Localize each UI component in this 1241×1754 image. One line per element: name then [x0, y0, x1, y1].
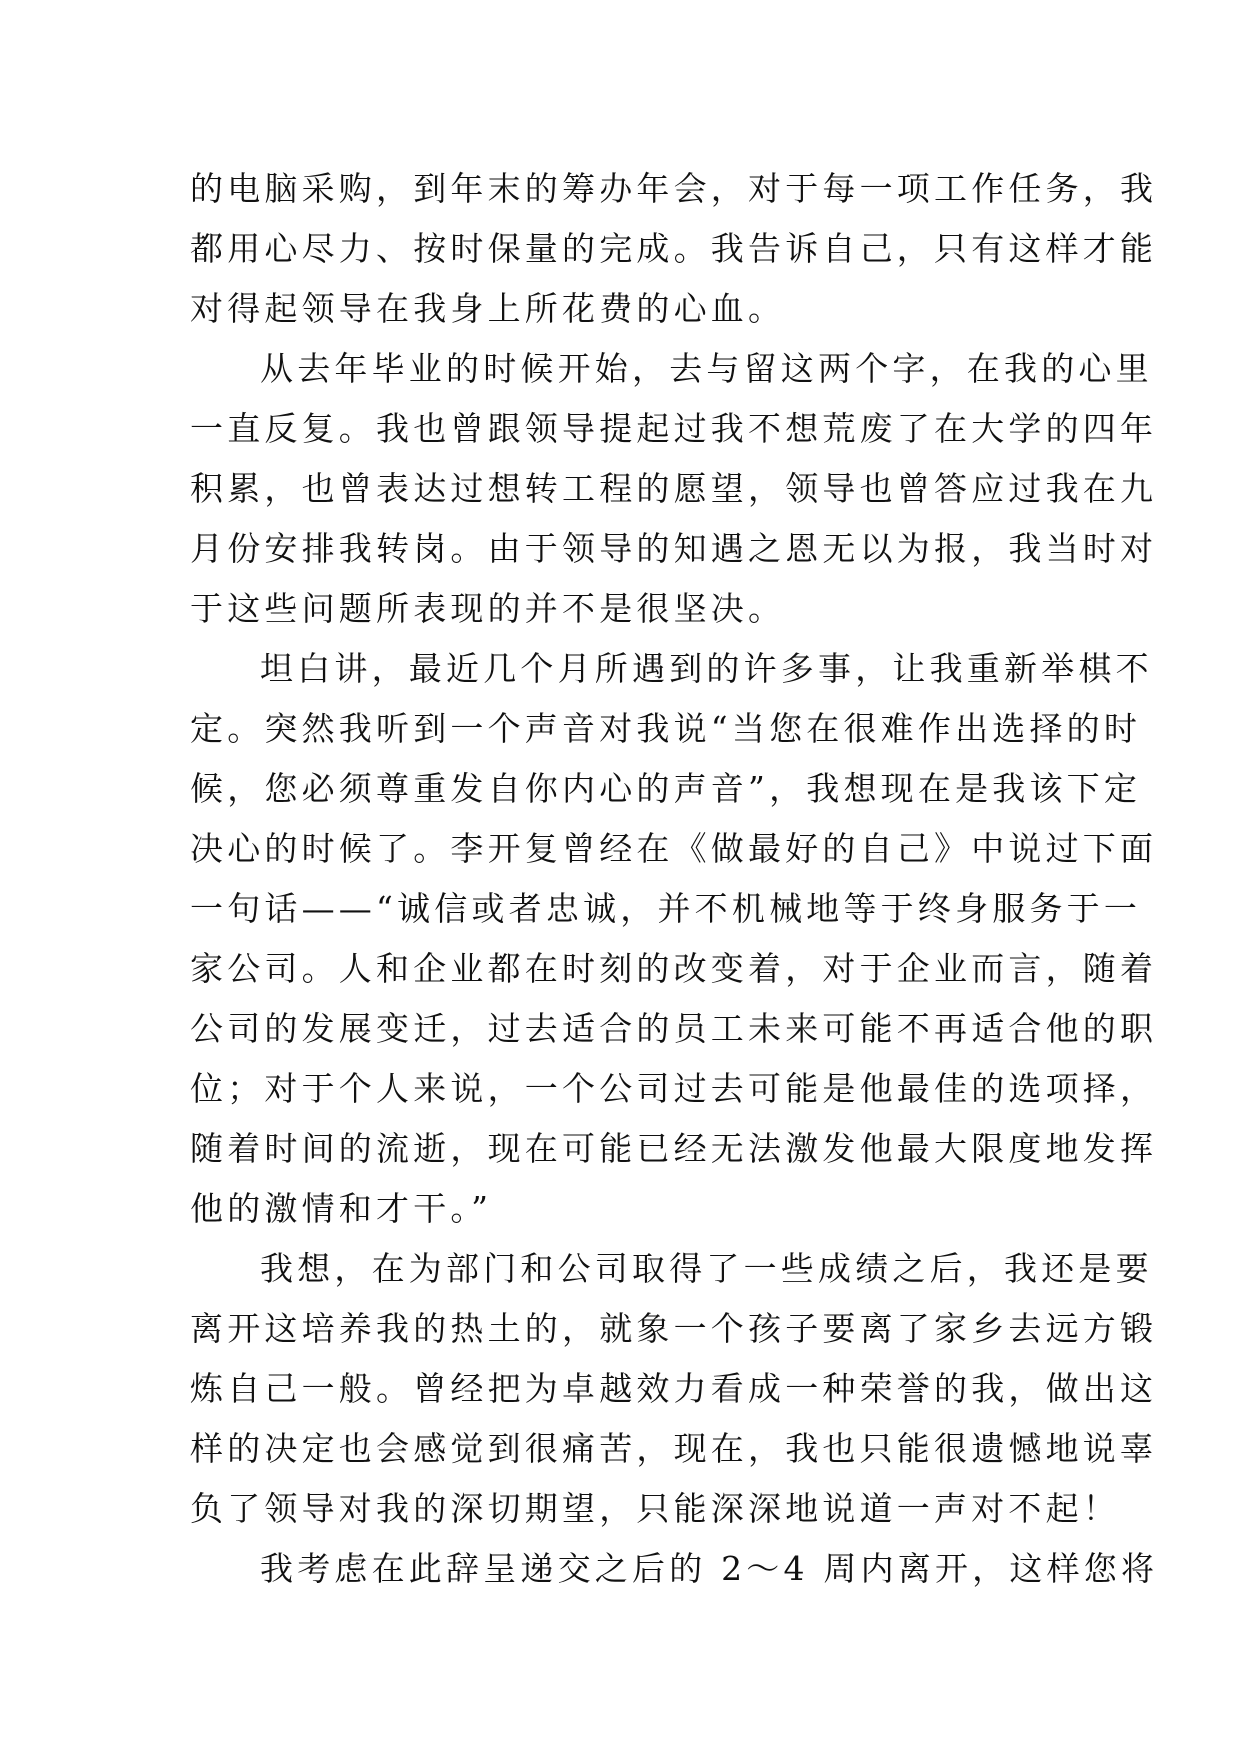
text-line: 一直反复。我也曾跟领导提起过我不想荒废了在大学的四年: [190, 409, 1158, 448]
text-line: 的电脑采购，到年末的筹办年会，对于每一项工作任务，我: [190, 169, 1158, 208]
text-line: 样的决定也会感觉到很痛苦，现在，我也只能很遗憾地说辜: [190, 1429, 1158, 1468]
text-line: 我想，在为部门和公司取得了一些成绩之后，我还是要: [260, 1249, 1153, 1288]
text-line: 月份安排我转岗。由于领导的知遇之恩无以为报，我当时对: [190, 529, 1158, 568]
text-line: 积累，也曾表达过想转工程的愿望，领导也曾答应过我在九: [190, 469, 1158, 508]
text-line: 随着时间的流逝，现在可能已经无法激发他最大限度地发挥: [190, 1129, 1158, 1168]
text-line: 一句话——“诚信或者忠诚，并不机械地等于终身服务于一: [190, 889, 1142, 928]
text-line: 公司的发展变迁，过去适合的员工未来可能不再适合他的职: [190, 1009, 1158, 1048]
text-line: 离开这培养我的热土的，就象一个孩子要离了家乡去远方锻: [190, 1309, 1158, 1348]
body-text: [190, 159, 1159, 1599]
text-line: 炼自己一般。曾经把为卓越效力看成一种荣誉的我，做出这: [190, 1369, 1158, 1408]
text-line: 他的激情和才干。”: [190, 1189, 493, 1228]
text-line: 于这些问题所表现的并不是很坚决。: [190, 589, 786, 628]
text-line: 家公司。人和企业都在时刻的改变着，对于企业而言，随着: [190, 949, 1158, 988]
text-line: 决心的时候了。李开复曾经在《做最好的自己》中说过下面: [190, 829, 1158, 868]
text-line: 负了领导对我的深切期望，只能深深地说道一声对不起！: [190, 1489, 1120, 1528]
text-line: 从去年毕业的时候开始，去与留这两个字，在我的心里: [260, 349, 1153, 388]
text-line: 位；对于个人来说，一个公司过去可能是他最佳的选项择，: [190, 1069, 1158, 1108]
text-line: 候，您必须尊重发自你内心的声音”，我想现在是我该下定: [190, 769, 1142, 808]
text-line: 坦白讲，最近几个月所遇到的许多事，让我重新举棋不: [260, 649, 1153, 688]
text-line: 我考虑在此辞呈递交之后的 2～4 周内离开，这样您将: [260, 1549, 1159, 1588]
text-line: 对得起领导在我身上所花费的心血。: [190, 289, 786, 328]
text-line: 定。突然我听到一个声音对我说“当您在很难作出选择的时: [190, 709, 1142, 748]
text-line: 都用心尽力、按时保量的完成。我告诉自己，只有这样才能: [190, 229, 1158, 268]
